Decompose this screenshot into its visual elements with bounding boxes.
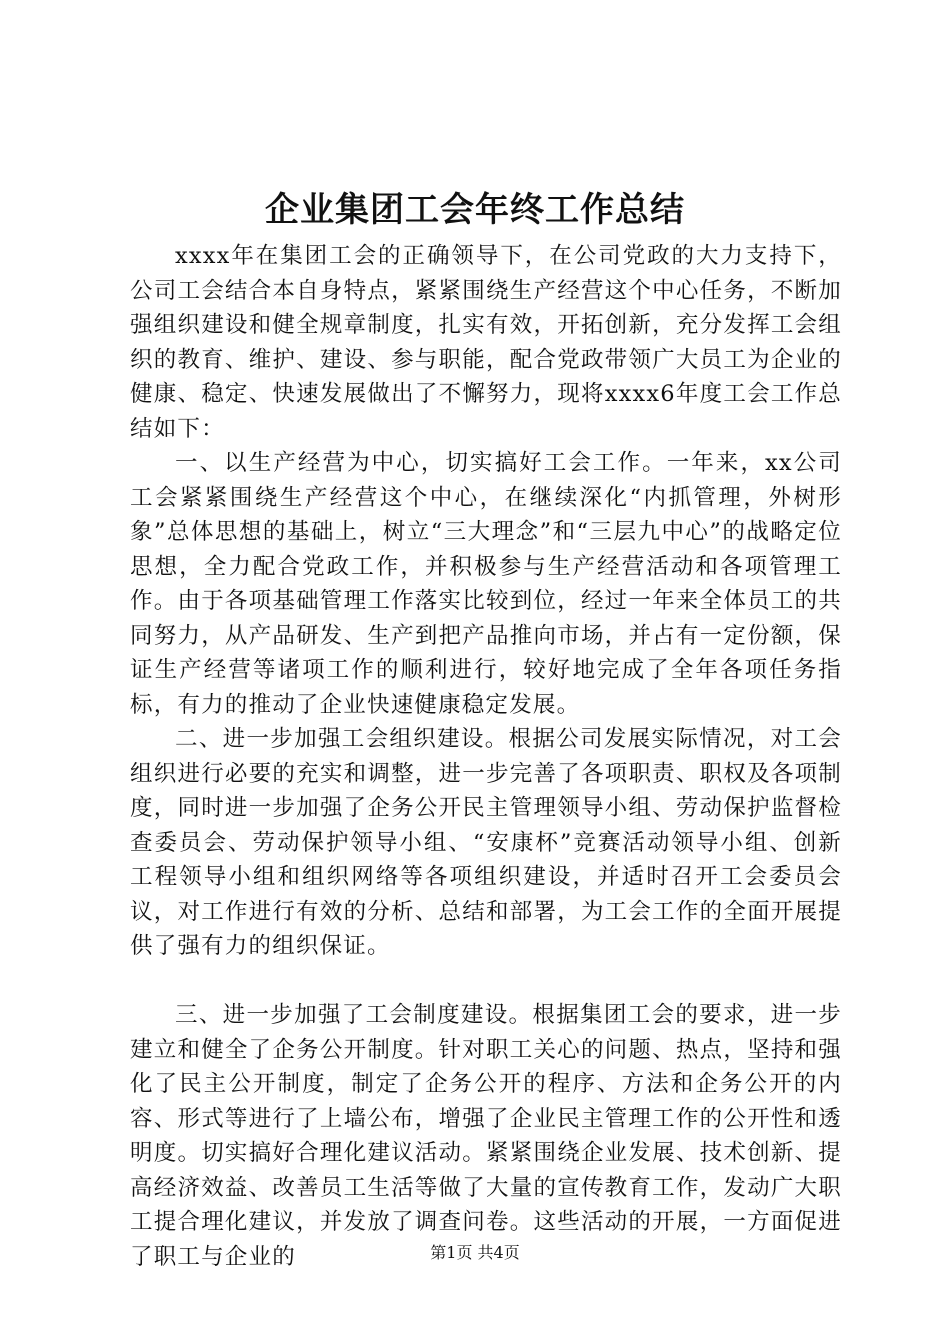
paragraph-section-2: 二、进一步加强工会组织建设。根据公司发展实际情况，对工会组织进行必要的充实和调整，进一步完善了各项职责、职权及各项制度，同时进一步加强了企务公开民主管理领导小组、劳动保护监督检查委员会、劳动保护领导小组、“安康杯”竞赛活动领导小组、创新工程领导小组和组织网络等各项组织建设，并适时召开工会委员会议，对工作进行有效的分析、总结和部署，为工会工作的全面开展提供了强有力的组织保证。 <box>130 726 842 959</box>
paragraph-section-3: 三、进一步加强了工会制度建设。根据集团工会的要求，进一步建立和健全了企务公开制度。针对职工关心的问题、热点，坚持和强化了民主公开制度，制定了企务公开的程序、方法和企务公开的内容、形式等进行了上墙公布，增强了企业民主管理工作的公开性和透明度。切实搞好合理化建议活动。紧紧围绕企业发展、技术创新、提高经济效益、改善员工生活等做了大量的宣传教育工作，发动广大职工提合理化建议，并发放了调查问卷。这些活动的开展，一方面促进了职工与企业的 <box>130 1002 842 1270</box>
document-body <box>130 239 842 1274</box>
document-title: 企业集团工会年终工作总结 <box>265 190 685 230</box>
paragraph-section-1: 一、以生产经营为中心，切实搞好工会工作。一年来，xx公司工会紧紧围绕生产经营这个中心，在继续深化“内抓管理，外树形象”总体思想的基础上，树立“三大理念”和“三层九中心”的战略定位思想，全力配合党政工作，并积极参与生产经营活动和各项管理工作。由于各项基础管理工作落实比较到位，经过一年来全体员工的共同努力，从产品研发、生产到把产品推向市场，并占有一定份额，保证生产经营等诸项工作的顺利进行，较好地完成了全年各项任务指标，有力的推动了企业快速健康稳定发展。 <box>130 450 842 718</box>
page-number-footer: 第1页 共4页 <box>430 1243 520 1262</box>
paragraph-intro: xxxx年在集团工会的正确领导下，在公司党政的大力支持下，公司工会结合本自身特点，紧紧围绕生产经营这个中心任务，不断加强组织建设和健全规章制度，扎实有效，开拓创新，充分发挥工会组织的教育、维护、建设、参与职能，配合党政带领广大员工为企业的健康、稳定、快速发展做出了不懈努力，现将xxxx6年度工会工作总结如下： <box>130 243 842 442</box>
